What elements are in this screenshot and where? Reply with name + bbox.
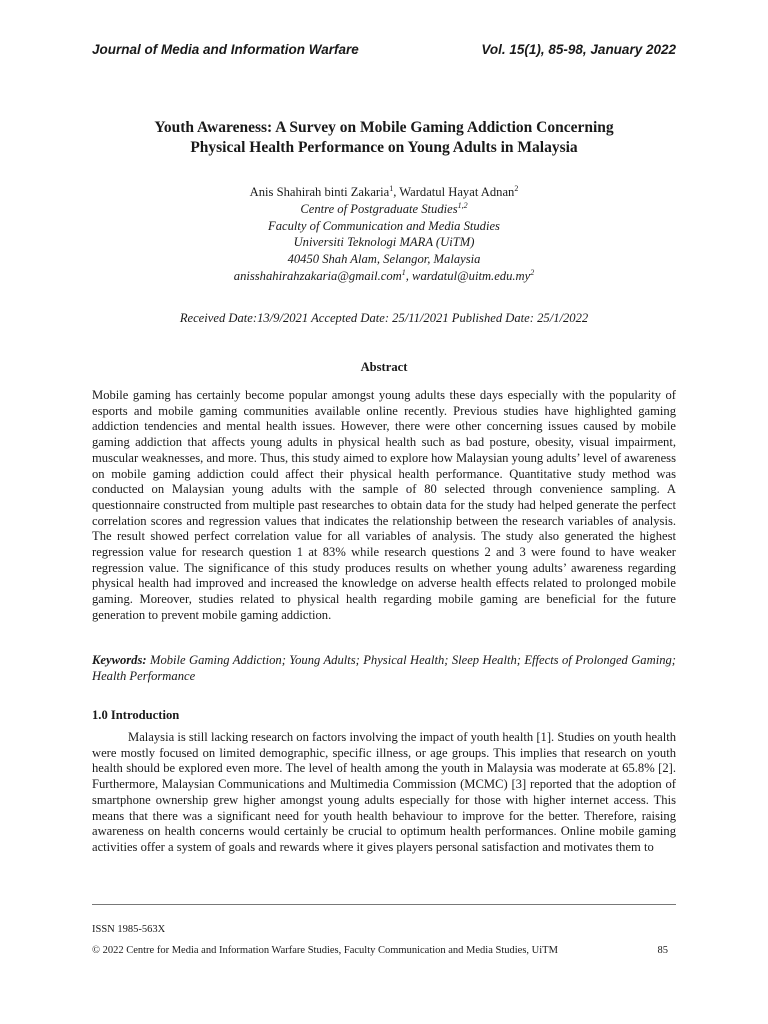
author-emails — [92, 268, 676, 285]
abstract-text: Mobile gaming has certainly become popular amongst young adults these days especially with the popularity of esports and mobile gaming communities available online recently. Previous studies have highlighted gaming addiction tendencies and mental health issues. However, there were other concerning issues caused by mobile gaming addiction that affects young adults in physical health such as bad posture, obesity, visual impairment, muscular weaknesses, and more. Thus, this study aimed to explore how Malaysian young adults’ level of awareness on mobile gaming addiction could affect their physical health performance. Quantitative study method was conducted on Malaysian young adults with the sample of 80 selected through convenience sampling. A questionnaire constructed from multiple past researches to obtain data for the study had helped generate the perfect correlation scores and regression values that indicates the relationship between the research variables of analysis. The result showed perfect correlation value for all variables of analysis. The study also generated the highest regression value for research question 1 at 83% while research questions 2 and 3 were found to have weaker regression value. The significance of this study produces results on whether young adults’ awareness regarding physical health had improved and increased the knowledge on adverse health effects related to prolonged mobile gaming. Moreover, studies related to physical health regarding mobile gaming are beneficial for the future generation to prevent mobile gaming addiction. — [92, 388, 676, 622]
title-line-1: Youth Awareness: A Survey on Mobile Gaming Addiction Concerning — [154, 119, 614, 136]
journal-name: Journal of Media and Information Warfare — [92, 42, 359, 57]
author-1: Anis Shahirah binti Zakaria — [249, 185, 390, 199]
affiliation-address: 40450 Shah Alam, Selangor, Malaysia — [287, 252, 481, 267]
centre-sup: 1,2 — [457, 200, 468, 210]
copyright: © 2022 Centre for Media and Information Warfare Studies, Faculty Communication and Media Studies, UiTM — [92, 945, 558, 956]
page-number: 85 — [657, 945, 668, 956]
author-1-sup: 1 — [389, 183, 394, 193]
keywords-label: Keywords: — [92, 653, 147, 667]
author-names — [92, 184, 676, 201]
keywords — [92, 653, 676, 684]
running-header — [92, 42, 676, 60]
publication-dates: Received Date:13/9/2021 Accepted Date: 25/11/2021 Published Date: 25/1/2022 — [179, 311, 589, 325]
email-2-sup: 2 — [530, 267, 535, 277]
section-heading-introduction: 1.0 Introduction — [92, 708, 180, 722]
email-1-sup: 1 — [401, 267, 406, 277]
title-line-2: Physical Health Performance on Young Adults in Malaysia — [190, 139, 578, 156]
email-2: , wardatul@uitm.edu.my — [405, 268, 531, 283]
volume-info: Vol. 15(1), 85-98, January 2022 — [481, 42, 676, 57]
affiliation-faculty: Faculty of Communication and Media Studies — [268, 218, 500, 233]
author-block — [92, 184, 676, 285]
introduction-text: Malaysia is still lacking research on factors involving the impact of youth health [1]. Studies on youth health were mostly focused on limited demographic, specific illness, or age groups. This implies that research on youth health should be explored even more. The level of health among the youth in Malaysia was moderate at 65.8% [2]. Furthermore, Malaysian Communications and Multimedia Commission (MCMC) [3] reported that the adoption of smartphone ownership grew higher amongst young adults especially for those with higher internet access. This means that there was a significant need for youth health behaviour to improve for the better. Therefore, raising awareness on health concerns would certainly be crucial to optimum health performances. Online mobile gaming activities offer a system of goals and rewards where it gives players personal satisfaction and motivates them to — [92, 730, 676, 854]
email-1: anisshahirahzakaria@gmail.com — [233, 268, 402, 283]
footer-divider — [92, 904, 676, 905]
centre-name: Centre of Postgraduate Studies — [300, 201, 458, 216]
author-2-sup: 2 — [514, 183, 519, 193]
author-2: , Wardatul Hayat Adnan — [393, 185, 515, 199]
issn: ISSN 1985-563X — [92, 924, 166, 935]
keywords-text: Mobile Gaming Addiction; Young Adults; Physical Health; Sleep Health; Effects of Prolonged Gaming; Health Performance — [92, 653, 676, 683]
abstract-heading: Abstract — [360, 360, 408, 374]
affiliation-centre — [92, 201, 676, 218]
affiliation-university: Universiti Teknologi MARA (UiTM) — [293, 235, 475, 250]
paper-title — [92, 118, 676, 158]
